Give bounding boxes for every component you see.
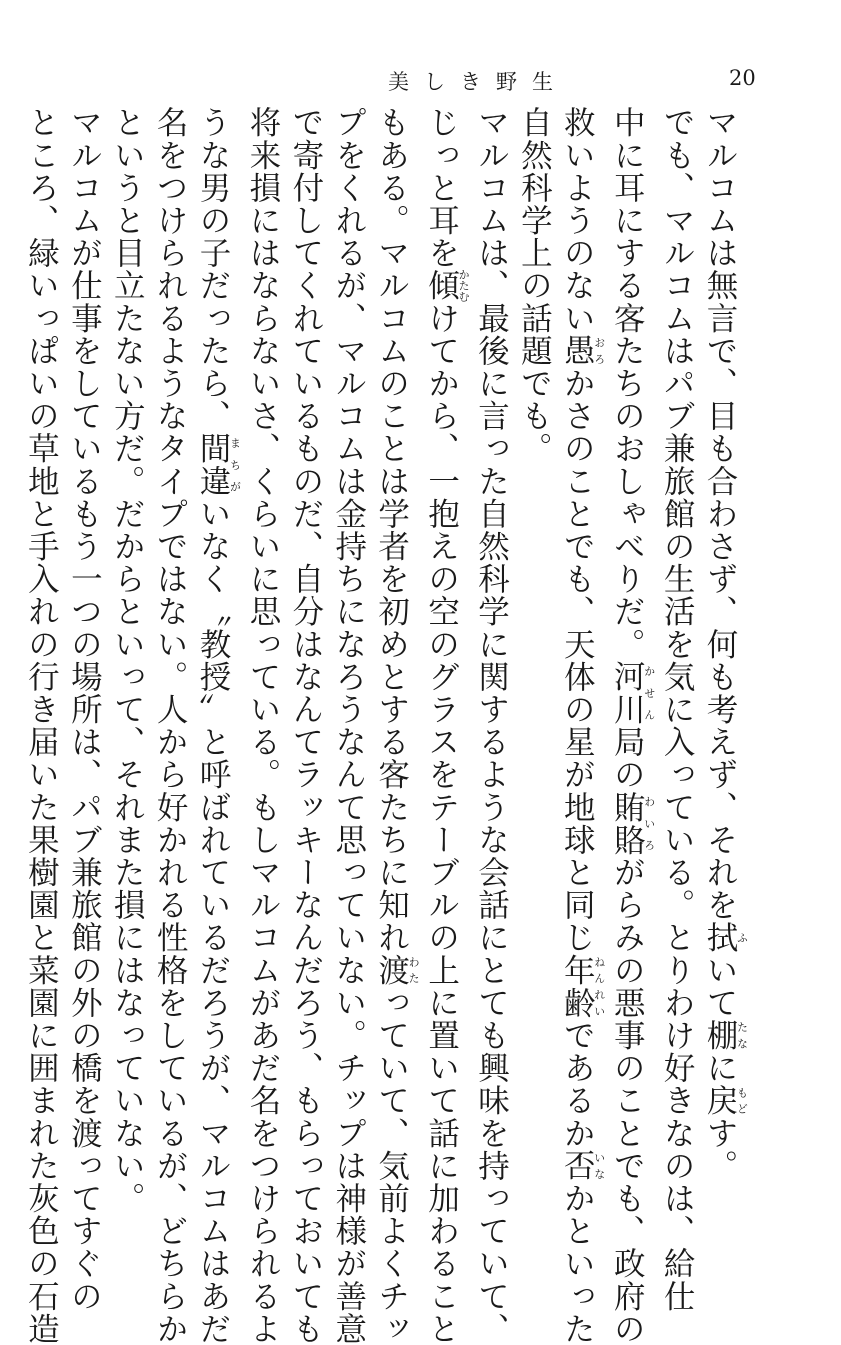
text-line: もある。マルコムのことは学者を初めとする客たちに知れ渡わたっていて、気前よくチッ [373, 106, 421, 1345]
furigana: 拭ふ [702, 921, 749, 954]
furigana: 否いな [559, 1149, 606, 1182]
text-line: じっと耳を傾かたむけてから、一抱えの空のグラスをテーブルの上に置いて話に加わること [423, 106, 471, 1345]
furigana: 間違まちが [195, 432, 242, 498]
text-line: ところ、緑いっぱいの草地と手入れの行き届いた果樹園と菜園に囲まれた灰色の石造 [23, 106, 60, 1345]
text-line: プをくれるが、マルコムは金持ちになろうなんて思っていない。チップは神様が善意 [330, 106, 367, 1345]
text-line: 将来損にはならないさ、くらいに思っている。もしマルコムがあだ名をつけられるよ [244, 106, 281, 1345]
text-line: マルコムが仕事をしているもう一つの場所は、パブ兼旅館の外の橋を渡ってすぐの [66, 106, 103, 1313]
running-head: 美しき野生 [388, 70, 568, 94]
page-number: 20 [729, 66, 756, 90]
text-line: 名をつけられるようなタイプではない。人から好かれる性格をしているが、どちらか [152, 106, 189, 1345]
furigana: 愚おろ [559, 334, 606, 367]
text-line: で寄付してくれているものだ、自分はなんてラッキーなんだろう、もらっておいても [287, 106, 324, 1345]
text-line: 自然科学上の話題でも。 [516, 106, 553, 465]
text-line: 救いようのない愚おろかさのことでも、天体の星が地球と同じ年齢ねんれいであるか否いなかといった [559, 106, 606, 1345]
body-text [23, 106, 749, 1345]
furigana: 傾かたむ [423, 268, 471, 302]
text-line: というと目立たない方だ。だからといって、それまた損にはなっていない。 [109, 106, 146, 1215]
text-line: でも、マルコムはパブ兼旅館の生活を気に入っている。とりわけ好きなのは、給仕 [659, 106, 696, 1313]
furigana: 年齢ねんれい [559, 953, 606, 1019]
furigana: 渡わた [373, 953, 421, 987]
text-line: 中に耳にする客たちのおしゃべりだ。河川かせん局の賄賂わいろがらみの悪事のことでも、政府の [609, 106, 656, 1345]
text-line: マルコムは、最後に言った自然科学に関するような会話にとても興味を持っていて、 [473, 106, 510, 1345]
text-line: マルコムは無言で、目も合わさず、何も考えず、それを拭ふいて棚たなに戻もどす。 [702, 106, 749, 1182]
furigana: 賄賂わいろ [609, 790, 656, 856]
text-line: うな男の子だったら、間違まちがいなく〝教授〟と呼ばれているだろうが、マルコムはあだ [195, 106, 242, 1345]
furigana: 棚たな [702, 1018, 749, 1052]
furigana: 戻もど [702, 1084, 749, 1117]
furigana: 河川かせん [609, 660, 656, 726]
